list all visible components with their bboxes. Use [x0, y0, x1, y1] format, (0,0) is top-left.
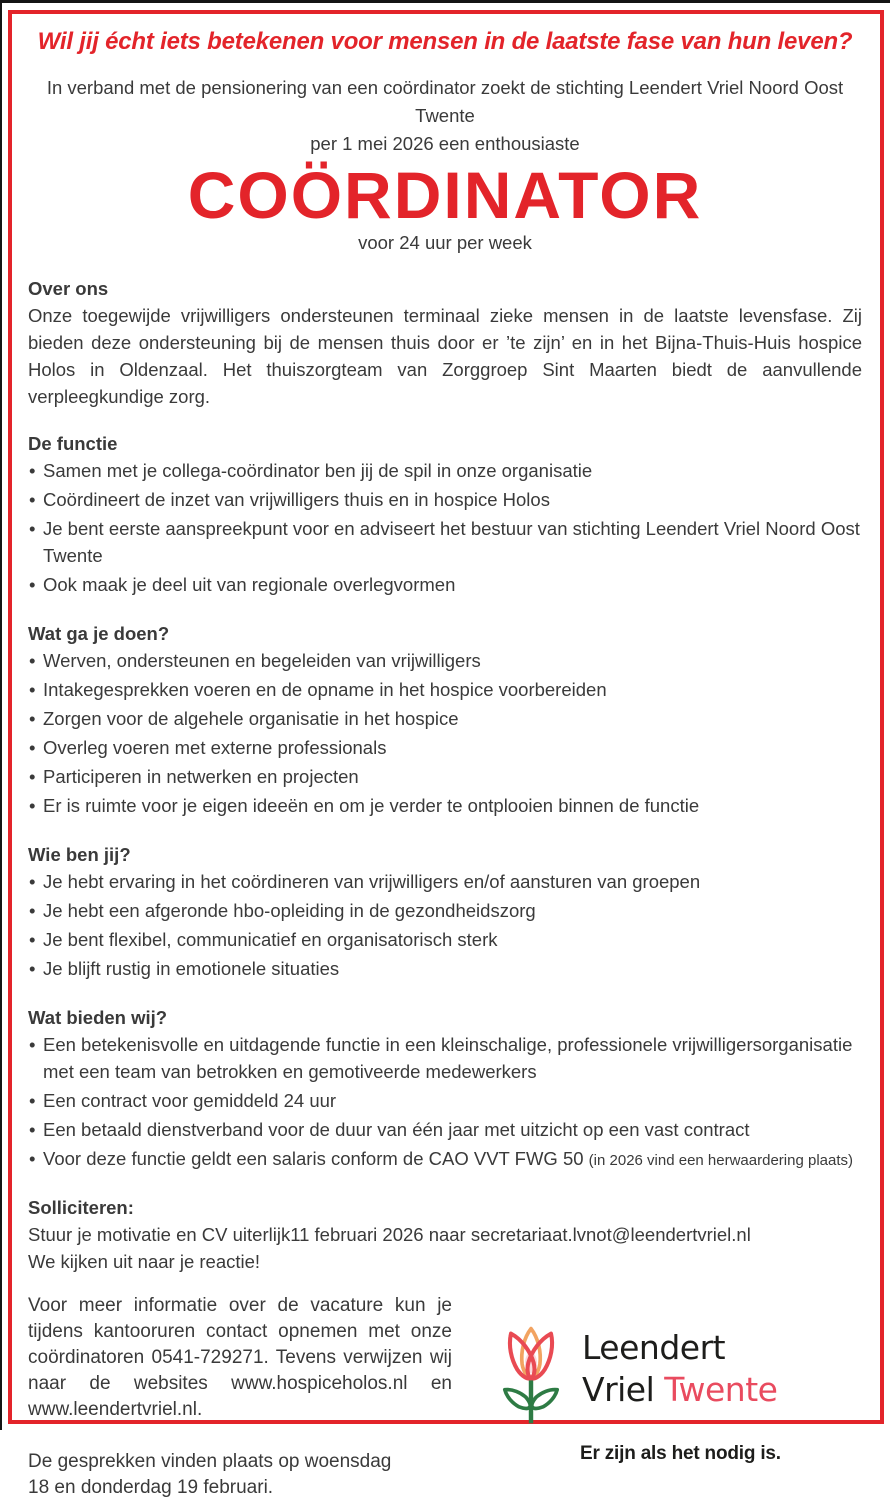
scan-edge-top	[0, 0, 890, 3]
section-title-wat-ga-je-doen: Wat ga je doen?	[28, 623, 170, 645]
contact-info-column	[28, 1293, 452, 1501]
logo-row	[494, 1321, 862, 1425]
section-title-de-functie: De functie	[28, 433, 118, 455]
de-functie-bullet-list	[28, 457, 862, 600]
bullet-item	[28, 868, 862, 897]
bullet-text: Coördineert de inzet van vrijwilligers thuis en in hospice Holos	[43, 489, 550, 511]
bullet-item	[28, 1087, 862, 1116]
logo-name-line1: Leendert	[582, 1328, 726, 1368]
bullet-text: Ook maak je deel uit van regionale overlegvormen	[43, 574, 456, 596]
logo-name-vriel: Vriel	[582, 1370, 655, 1410]
bullet-item	[28, 1145, 862, 1174]
bullet-text: Participeren in netwerken en projecten	[43, 766, 359, 788]
bullet-text: Een contract voor gemiddeld 24 uur	[43, 1090, 337, 1112]
bullet-text: Samen met je collega-coördinator ben jij de spil in onze organisatie	[43, 460, 593, 482]
interviews-line1: De gesprekken vinden plaats op woensdag	[28, 1451, 392, 1473]
bullet-item	[28, 705, 862, 734]
logo-name-line2	[582, 1369, 777, 1411]
section-title-over-ons: Over ons	[28, 278, 109, 300]
headline-question: Wil jij écht iets betekenen voor mensen in de laatste fase van hun leven?	[37, 28, 853, 55]
bullet-item	[28, 676, 862, 705]
section-title-wat-bieden-wij: Wat bieden wij?	[28, 1007, 168, 1029]
apply-closing: We kijken uit naar je reactie!	[28, 1251, 261, 1273]
bullet-text: Je hebt ervaring in het coördineren van vrijwilligers en/of aansturen van groepen	[43, 871, 701, 893]
bullet-item	[28, 647, 862, 676]
bullet-text: Werven, ondersteunen en begeleiden van vrijwilligers	[43, 650, 481, 672]
scan-edge-left	[0, 0, 2, 1430]
tulip-logo-icon	[494, 1321, 568, 1425]
bottom-block	[28, 1293, 862, 1501]
bullet-text: Er is ruimte voor je eigen ideeën en om je verder te ontplooien binnen de functie	[43, 795, 700, 817]
logo-tagline: Er zijn als het nodig is.	[580, 1443, 781, 1465]
wat-ga-je-doen-bullet-list	[28, 647, 862, 821]
bullet-text: Een betaald dienstverband voor de duur van één jaar met uitzicht op een vast contract	[43, 1119, 750, 1141]
interviews-line2: 18 en donderdag 19 februari.	[28, 1477, 274, 1499]
bullet-text: Zorgen voor de algehele organisatie in het hospice	[43, 708, 459, 730]
section-wat-bieden-wij	[28, 1004, 862, 1174]
apply-instruction: Stuur je motivatie en CV uiterlijk11 februari 2026 naar secretariaat.lvnot@leendertvriel.nl	[28, 1224, 751, 1246]
section-solliciteren	[28, 1194, 862, 1275]
flyer-red-border-frame	[8, 10, 884, 1499]
bullet-item	[28, 486, 862, 515]
intro-text	[28, 74, 862, 158]
bullet-note: (in 2026 vind een herwaardering plaats)	[588, 1152, 854, 1170]
section-de-functie	[28, 430, 862, 600]
over-ons-paragraph: Onze toegewijde vrijwilligers ondersteunen terminaal zieke mensen in de laatste levensfase. Zij bieden deze ondersteuning bij de mensen thuis door er ’te zijn’ en in het Bijna-Thuis-Huis hospice Holos in Oldenzaal. Het thuiszorgteam van Zorggroep Sint Maarten biedt de aanvullende verpleegkundige zorg.	[28, 305, 862, 408]
bullet-text: Je hebt een afgeronde hbo-opleiding in de gezondheidszorg	[43, 900, 536, 922]
intro-line1: In verband met de pensionering van een coördinator zoekt de stichting Leendert Vriel Noord Oost Twente	[46, 77, 844, 126]
bullet-text: Intakegesprekken voeren en de opname in het hospice voorbereiden	[43, 679, 607, 701]
contact-info-paragraph: Voor meer informatie over de vacature kun je tijdens kantooruren contact opnemen met onze coördinatoren 0541-729271. Tevens verwijzen wij naar de websites www.hospiceholos.nl en www.leendertvriel.nl.	[28, 1295, 452, 1421]
bullet-text: Overleg voeren met externe professionals	[43, 737, 387, 759]
bullet-item	[28, 457, 862, 486]
bullet-item	[28, 792, 862, 821]
section-title-wie-ben-jij: Wie ben jij?	[28, 844, 131, 866]
logo-name-twente: Twente	[664, 1370, 778, 1410]
section-over-ons	[28, 275, 862, 410]
bullet-text: Je blijft rustig in emotionele situaties	[43, 958, 340, 980]
bullet-item	[28, 515, 862, 571]
bullet-text: Een betekenisvolle en uitdagende functie in een kleinschalige, professionele vrijwilligersorganisatie met een team van betrokken en gemotiveerde medewerkers	[43, 1034, 853, 1083]
bullet-item	[28, 571, 862, 600]
logo-wordmark	[582, 1321, 777, 1411]
bullet-item	[28, 763, 862, 792]
section-wat-ga-je-doen	[28, 620, 862, 821]
bullet-text: Je bent eerste aanspreekpunt voor en adviseert het bestuur van stichting Leendert Vriel Noord Oost Twente	[43, 518, 860, 567]
job-title: COÖRDINATOR	[187, 158, 703, 232]
bullet-item	[28, 1116, 862, 1145]
interviews-paragraph	[28, 1449, 452, 1501]
bullet-item	[28, 734, 862, 763]
wat-bieden-wij-bullet-list	[28, 1031, 862, 1174]
section-title-solliciteren: Solliciteren:	[28, 1197, 134, 1219]
intro-line2: per 1 mei 2026 een enthousiaste	[310, 133, 580, 154]
wie-ben-jij-bullet-list	[28, 868, 862, 984]
logo-block	[452, 1293, 862, 1501]
section-wie-ben-jij	[28, 841, 862, 984]
bullet-text: Voor deze functie geldt een salaris conform de CAO VVT FWG 50	[43, 1148, 589, 1170]
job-hours: voor 24 uur per week	[358, 232, 532, 254]
bullet-item	[28, 955, 862, 984]
bullet-item	[28, 897, 862, 926]
bullet-text: Je bent flexibel, communicatief en organisatorisch sterk	[43, 929, 498, 951]
bullet-item	[28, 926, 862, 955]
bullet-item	[28, 1031, 862, 1087]
